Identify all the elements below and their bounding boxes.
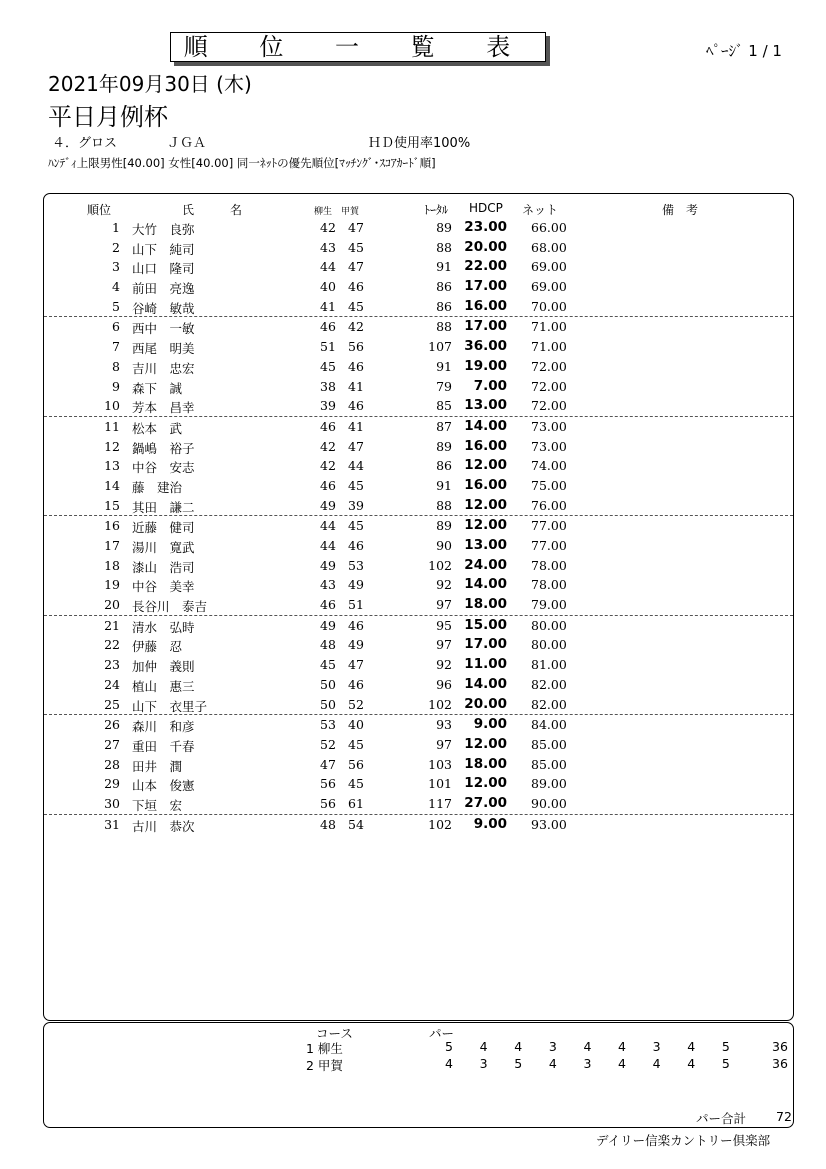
cell-course2-score: 40 bbox=[348, 717, 364, 733]
cell-hdcp: 12.00 bbox=[464, 496, 507, 513]
cell-total: 89 bbox=[436, 518, 452, 534]
cell-rank: 11 bbox=[104, 418, 120, 434]
cell-name: 古川 恭次 bbox=[132, 818, 195, 834]
cell-total: 96 bbox=[436, 676, 452, 692]
cell-hdcp: 9.00 bbox=[473, 716, 507, 733]
cell-course1-score: 47 bbox=[320, 756, 336, 772]
cell-net: 71.00 bbox=[531, 339, 567, 355]
course-summary bbox=[43, 1022, 794, 1128]
cell-rank: 24 bbox=[104, 676, 120, 692]
page-number: ﾍﾟｰｼﾞ 1 / 1 bbox=[706, 42, 782, 60]
table-row bbox=[44, 277, 793, 297]
cell-net: 80.00 bbox=[531, 617, 567, 633]
cell-name: 藤 建治 bbox=[132, 479, 183, 495]
cell-course2-score: 45 bbox=[348, 518, 364, 534]
par-total-value: 72 bbox=[776, 1109, 792, 1124]
hole-par: 4 bbox=[445, 1056, 453, 1071]
cell-name: 下垣 宏 bbox=[132, 797, 183, 813]
cell-course2-score: 53 bbox=[348, 557, 364, 573]
cell-name: 伊藤 忍 bbox=[132, 639, 183, 655]
cell-name: 植山 惠三 bbox=[132, 678, 195, 694]
cell-course2-score: 61 bbox=[348, 795, 364, 811]
cell-rank: 15 bbox=[104, 497, 120, 513]
col-header-rank: 順位 bbox=[87, 203, 112, 217]
cell-rank: 1 bbox=[112, 220, 120, 235]
cell-course2-score: 56 bbox=[348, 756, 364, 772]
cell-hdcp: 14.00 bbox=[464, 576, 507, 593]
table-row bbox=[44, 635, 793, 655]
cell-course1-score: 44 bbox=[320, 538, 336, 553]
cell-rank: 28 bbox=[104, 756, 120, 772]
cell-course2-score: 46 bbox=[348, 398, 364, 414]
table-row bbox=[44, 774, 793, 794]
cell-course1-score: 53 bbox=[320, 717, 336, 733]
table-row bbox=[44, 575, 793, 595]
cell-course2-score: 49 bbox=[348, 637, 364, 653]
cell-total: 88 bbox=[436, 319, 452, 335]
cell-net: 68.00 bbox=[531, 239, 567, 255]
cell-course1-score: 43 bbox=[320, 239, 336, 255]
cell-total: 91 bbox=[436, 477, 452, 493]
course-name: 2 甲賀 bbox=[306, 1058, 343, 1073]
event-name: 平日月例杯 bbox=[48, 103, 168, 131]
cell-hdcp: 14.00 bbox=[464, 417, 507, 434]
cell-hdcp: 16.00 bbox=[464, 437, 507, 454]
cell-net: 89.00 bbox=[531, 776, 567, 792]
cell-course1-score: 42 bbox=[320, 438, 336, 454]
cell-hdcp: 16.00 bbox=[464, 476, 507, 493]
cell-rank: 16 bbox=[104, 518, 120, 534]
table-row bbox=[44, 595, 793, 616]
cell-total: 97 bbox=[436, 736, 452, 752]
cell-rank: 6 bbox=[112, 319, 120, 335]
cell-rank: 18 bbox=[104, 557, 120, 573]
cell-hdcp: 12.00 bbox=[464, 457, 507, 474]
cell-course1-score: 45 bbox=[320, 657, 336, 673]
cell-name: 西尾 明美 bbox=[132, 341, 195, 357]
cell-net: 77.00 bbox=[531, 538, 567, 553]
cell-net: 72.00 bbox=[531, 358, 567, 374]
cell-total: 103 bbox=[428, 756, 452, 772]
cell-total: 86 bbox=[436, 279, 452, 295]
cell-total: 97 bbox=[436, 597, 452, 613]
cell-total: 79 bbox=[436, 378, 452, 394]
cell-total: 107 bbox=[428, 339, 452, 355]
cell-rank: 4 bbox=[112, 279, 120, 295]
table-row bbox=[44, 794, 793, 815]
table-row bbox=[44, 377, 793, 397]
course-name: 1 柳生 bbox=[306, 1041, 343, 1056]
cell-name: 鍋嶋 裕子 bbox=[132, 440, 195, 456]
cell-course1-score: 38 bbox=[320, 378, 336, 394]
cell-net: 72.00 bbox=[531, 398, 567, 414]
cell-net: 93.00 bbox=[531, 816, 567, 832]
cell-course1-score: 45 bbox=[320, 358, 336, 374]
col-header-hdcp: HDCP bbox=[469, 201, 503, 215]
cell-course2-score: 45 bbox=[348, 239, 364, 255]
hole-par: 4 bbox=[687, 1056, 696, 1071]
table-row bbox=[44, 317, 793, 337]
cell-course2-score: 44 bbox=[348, 458, 364, 474]
cell-rank: 25 bbox=[104, 696, 120, 712]
col-header-course2: 甲賀 bbox=[341, 207, 360, 217]
table-row bbox=[44, 536, 793, 556]
cell-name: 山下 純司 bbox=[132, 241, 195, 257]
cell-rank: 5 bbox=[112, 298, 120, 314]
cell-total: 117 bbox=[428, 795, 452, 811]
table-row bbox=[44, 238, 793, 258]
cell-rank: 27 bbox=[104, 736, 120, 752]
par-total-label: パー合計 bbox=[696, 1111, 747, 1126]
cell-total: 88 bbox=[436, 497, 452, 513]
table-row bbox=[44, 257, 793, 277]
hole-par: 4 bbox=[479, 1039, 488, 1054]
cell-total: 91 bbox=[436, 259, 452, 275]
cell-course1-score: 50 bbox=[320, 676, 336, 692]
cell-total: 102 bbox=[428, 696, 452, 712]
cell-name: 漆山 浩司 bbox=[132, 559, 195, 575]
cell-hdcp: 11.00 bbox=[464, 656, 507, 673]
cell-rank: 12 bbox=[104, 438, 120, 454]
cell-net: 69.00 bbox=[531, 279, 567, 295]
cell-name: 森川 和彦 bbox=[132, 719, 195, 735]
cell-net: 74.00 bbox=[531, 458, 567, 474]
cell-course1-score: 52 bbox=[320, 736, 336, 752]
cell-course2-score: 47 bbox=[348, 259, 364, 275]
cell-hdcp: 17.00 bbox=[464, 278, 507, 295]
cell-hdcp: 18.00 bbox=[464, 755, 507, 772]
cell-course1-score: 56 bbox=[320, 795, 336, 811]
cell-course2-score: 56 bbox=[348, 339, 364, 355]
cell-name: 湯川 寛武 bbox=[132, 540, 195, 555]
page-title: 順 位 一 覧 表 bbox=[170, 32, 546, 62]
cell-name: 西中 一敏 bbox=[132, 321, 195, 337]
hole-par: 5 bbox=[514, 1056, 523, 1071]
hole-par: 4 bbox=[583, 1039, 592, 1054]
cell-hdcp: 20.00 bbox=[464, 238, 507, 255]
table-row bbox=[44, 218, 793, 238]
hole-par: 5 bbox=[721, 1039, 730, 1054]
hd-rate-label: ＨＤ使用率100% bbox=[368, 136, 471, 151]
cell-name: 近藤 健司 bbox=[132, 520, 195, 536]
hole-par: 3 bbox=[652, 1039, 661, 1054]
cell-course2-score: 46 bbox=[348, 279, 364, 295]
cell-hdcp: 9.00 bbox=[473, 815, 507, 832]
hdcp-note: ﾊﾝﾃﾞｨ上限男性[40.00] 女性[40.00] 同一ﾈｯﾄの優先順位[ﾏｯﾁﾝｸﾞ･ｽｺｱｶｰﾄﾞ順] bbox=[48, 156, 436, 170]
hole-par: 4 bbox=[652, 1056, 661, 1071]
cell-course2-score: 39 bbox=[348, 497, 364, 513]
cell-net: 72.00 bbox=[531, 378, 567, 394]
cell-rank: 22 bbox=[104, 637, 120, 653]
cell-name: 森下 誠 bbox=[132, 380, 183, 396]
cell-course1-score: 40 bbox=[320, 279, 336, 295]
cell-course1-score: 42 bbox=[320, 458, 336, 474]
cell-rank: 29 bbox=[104, 776, 120, 792]
table-row bbox=[44, 556, 793, 576]
cell-rank: 13 bbox=[104, 458, 120, 474]
cell-course2-score: 51 bbox=[348, 597, 364, 613]
cell-course2-score: 42 bbox=[348, 319, 364, 335]
cell-hdcp: 17.00 bbox=[464, 636, 507, 653]
cell-course1-score: 42 bbox=[320, 220, 336, 235]
cell-course1-score: 46 bbox=[320, 418, 336, 434]
cell-name: 吉川 忠宏 bbox=[132, 360, 195, 376]
cell-course1-score: 44 bbox=[320, 259, 336, 275]
cell-total: 88 bbox=[436, 239, 452, 255]
table-row bbox=[44, 655, 793, 675]
col-header-course1: 柳生 bbox=[314, 207, 333, 217]
cell-hdcp: 20.00 bbox=[464, 695, 507, 712]
cell-rank: 17 bbox=[104, 538, 120, 553]
cell-net: 78.00 bbox=[531, 557, 567, 573]
course-par-total: 36 bbox=[772, 1039, 788, 1054]
table-row bbox=[44, 516, 793, 536]
cell-hdcp: 27.00 bbox=[464, 794, 507, 811]
cell-name: 中谷 安志 bbox=[132, 460, 195, 476]
cell-course2-score: 47 bbox=[348, 438, 364, 454]
cell-course1-score: 46 bbox=[320, 319, 336, 335]
cell-rank: 23 bbox=[104, 657, 120, 673]
results-rows bbox=[44, 218, 793, 834]
cell-total: 89 bbox=[436, 438, 452, 454]
par-header: パー bbox=[429, 1026, 455, 1041]
cell-course2-score: 45 bbox=[348, 298, 364, 314]
cell-total: 92 bbox=[436, 577, 452, 593]
cell-net: 85.00 bbox=[531, 756, 567, 772]
cell-name: 山本 俊憲 bbox=[132, 778, 195, 794]
cell-course1-score: 48 bbox=[320, 637, 336, 653]
cell-net: 75.00 bbox=[531, 477, 567, 493]
cell-rank: 2 bbox=[112, 239, 120, 255]
cell-name: 中谷 美幸 bbox=[132, 579, 195, 595]
hole-par: 4 bbox=[618, 1056, 626, 1071]
results-table bbox=[43, 193, 794, 1021]
cell-course2-score: 45 bbox=[348, 736, 364, 752]
cell-hdcp: 13.00 bbox=[464, 397, 507, 414]
hole-par: 3 bbox=[479, 1056, 488, 1071]
table-row bbox=[44, 357, 793, 377]
table-row bbox=[44, 616, 793, 636]
col-header-remarks: 備 考 bbox=[662, 203, 699, 217]
cell-total: 102 bbox=[428, 816, 452, 832]
cell-course1-score: 49 bbox=[320, 617, 336, 633]
cell-total: 92 bbox=[436, 657, 452, 673]
cell-course2-score: 52 bbox=[348, 696, 364, 712]
cell-hdcp: 18.00 bbox=[464, 596, 507, 613]
cell-hdcp: 16.00 bbox=[464, 297, 507, 314]
table-row bbox=[44, 297, 793, 318]
table-row bbox=[44, 815, 793, 835]
cell-name: 松本 武 bbox=[132, 420, 183, 436]
cell-hdcp: 13.00 bbox=[464, 537, 507, 553]
cell-name: 長谷川 泰吉 bbox=[132, 599, 208, 615]
col-header-net: ネット bbox=[522, 203, 559, 217]
hole-par: 4 bbox=[548, 1056, 557, 1071]
cell-total: 90 bbox=[436, 538, 452, 553]
hole-par: 5 bbox=[445, 1039, 453, 1054]
cell-hdcp: 19.00 bbox=[464, 357, 507, 374]
cell-rank: 19 bbox=[104, 577, 120, 593]
cell-net: 79.00 bbox=[531, 597, 567, 613]
cell-net: 71.00 bbox=[531, 319, 567, 335]
cell-course2-score: 54 bbox=[348, 816, 364, 832]
cell-rank: 9 bbox=[112, 378, 120, 394]
hole-par: 4 bbox=[618, 1039, 626, 1054]
cell-rank: 7 bbox=[112, 339, 120, 355]
cell-name: 山口 隆司 bbox=[132, 261, 195, 277]
cell-course1-score: 49 bbox=[320, 497, 336, 513]
cell-net: 85.00 bbox=[531, 736, 567, 752]
cell-total: 86 bbox=[436, 298, 452, 314]
cell-net: 70.00 bbox=[531, 298, 567, 314]
cell-hdcp: 12.00 bbox=[464, 775, 507, 792]
cell-net: 80.00 bbox=[531, 637, 567, 653]
cell-total: 102 bbox=[428, 557, 452, 573]
table-row bbox=[44, 715, 793, 735]
cell-hdcp: 14.00 bbox=[464, 675, 507, 692]
cell-rank: 8 bbox=[112, 358, 120, 374]
col-header-total: ﾄｰﾀﾙ bbox=[424, 203, 449, 217]
cell-course1-score: 48 bbox=[320, 816, 336, 832]
cell-course1-score: 56 bbox=[320, 776, 336, 792]
cell-net: 90.00 bbox=[531, 795, 567, 811]
cell-name: 重田 千春 bbox=[132, 738, 195, 754]
cell-net: 84.00 bbox=[531, 717, 567, 733]
hole-par: 3 bbox=[583, 1056, 592, 1071]
cell-total: 87 bbox=[436, 418, 452, 434]
cell-total: 85 bbox=[436, 398, 452, 414]
cell-hdcp: 23.00 bbox=[464, 219, 507, 235]
cell-hdcp: 15.00 bbox=[464, 616, 507, 633]
cell-name: 加仲 義則 bbox=[132, 659, 195, 675]
cell-name: 山下 衣里子 bbox=[132, 698, 208, 714]
cell-course1-score: 46 bbox=[320, 597, 336, 613]
cell-rank: 26 bbox=[104, 717, 120, 733]
col-header-name: 氏 名 bbox=[182, 203, 243, 217]
table-row bbox=[44, 695, 793, 716]
cell-rank: 31 bbox=[104, 816, 120, 832]
cell-rank: 3 bbox=[112, 259, 120, 275]
cell-hdcp: 12.00 bbox=[464, 735, 507, 752]
cell-name: 清水 弘時 bbox=[132, 619, 195, 635]
cell-net: 73.00 bbox=[531, 438, 567, 454]
cell-course1-score: 44 bbox=[320, 518, 336, 534]
cell-rank: 10 bbox=[104, 398, 120, 414]
cell-name: 芳本 昌幸 bbox=[132, 400, 195, 416]
table-row bbox=[44, 437, 793, 457]
cell-name: 前田 亮逸 bbox=[132, 281, 195, 297]
cell-hdcp: 7.00 bbox=[473, 377, 507, 394]
table-row bbox=[44, 417, 793, 437]
table-row bbox=[44, 675, 793, 695]
cell-hdcp: 24.00 bbox=[464, 556, 507, 573]
cell-course2-score: 46 bbox=[348, 538, 364, 553]
cell-course1-score: 51 bbox=[320, 339, 336, 355]
cell-net: 82.00 bbox=[531, 696, 567, 712]
cell-hdcp: 17.00 bbox=[464, 318, 507, 335]
cell-course2-score: 46 bbox=[348, 358, 364, 374]
cell-course2-score: 47 bbox=[348, 657, 364, 673]
event-date: 2021年09月30日 (木) bbox=[48, 72, 252, 96]
cell-hdcp: 36.00 bbox=[464, 338, 507, 355]
hole-par: 3 bbox=[548, 1039, 557, 1054]
hole-par: 4 bbox=[514, 1039, 523, 1054]
cell-net: 82.00 bbox=[531, 676, 567, 692]
cell-course2-score: 45 bbox=[348, 776, 364, 792]
cell-course2-score: 45 bbox=[348, 477, 364, 493]
cell-total: 93 bbox=[436, 717, 452, 733]
cell-rank: 14 bbox=[104, 477, 120, 493]
cell-net: 76.00 bbox=[531, 497, 567, 513]
cell-total: 97 bbox=[436, 637, 452, 653]
cell-name: 谷崎 敏哉 bbox=[132, 300, 195, 316]
hole-par: 4 bbox=[687, 1039, 696, 1054]
table-row bbox=[44, 476, 793, 496]
cell-course2-score: 46 bbox=[348, 676, 364, 692]
cell-rank: 21 bbox=[104, 617, 120, 633]
cell-course1-score: 50 bbox=[320, 696, 336, 712]
cell-total: 101 bbox=[428, 776, 452, 792]
cell-course1-score: 46 bbox=[320, 477, 336, 493]
cell-total: 95 bbox=[436, 617, 452, 633]
cell-hdcp: 22.00 bbox=[464, 258, 507, 275]
hole-par: 5 bbox=[721, 1056, 730, 1071]
table-row bbox=[44, 456, 793, 476]
table-row bbox=[44, 735, 793, 755]
cell-course2-score: 46 bbox=[348, 617, 364, 633]
cell-total: 86 bbox=[436, 458, 452, 474]
course-header: コース bbox=[316, 1026, 353, 1041]
cell-course2-score: 47 bbox=[348, 220, 364, 235]
cell-net: 69.00 bbox=[531, 259, 567, 275]
table-row bbox=[44, 496, 793, 517]
cell-course2-score: 49 bbox=[348, 577, 364, 593]
table-row bbox=[44, 755, 793, 775]
cell-net: 78.00 bbox=[531, 577, 567, 593]
table-row bbox=[44, 396, 793, 417]
cell-net: 66.00 bbox=[531, 220, 567, 235]
cell-total: 91 bbox=[436, 358, 452, 374]
cell-name: 大竹 良弥 bbox=[132, 222, 195, 237]
cell-course1-score: 43 bbox=[320, 577, 336, 593]
cell-net: 81.00 bbox=[531, 657, 567, 673]
cell-name: 其田 謙二 bbox=[132, 499, 195, 515]
cell-course1-score: 41 bbox=[320, 298, 336, 314]
cell-rank: 20 bbox=[104, 597, 120, 613]
table-row bbox=[44, 337, 793, 357]
cell-net: 73.00 bbox=[531, 418, 567, 434]
category-label: ４．グロス bbox=[52, 136, 118, 151]
club-name: デイリー信楽カントリー倶楽部 bbox=[596, 1133, 771, 1148]
rule-label: ＪＧＡ bbox=[167, 136, 207, 151]
cell-course1-score: 49 bbox=[320, 557, 336, 573]
info-row bbox=[52, 132, 752, 150]
cell-total: 89 bbox=[436, 220, 452, 235]
cell-rank: 30 bbox=[104, 795, 120, 811]
cell-net: 77.00 bbox=[531, 518, 567, 534]
cell-course2-score: 41 bbox=[348, 378, 364, 394]
cell-name: 田井 潤 bbox=[132, 758, 183, 774]
cell-course2-score: 41 bbox=[348, 418, 364, 434]
course-par-total: 36 bbox=[772, 1056, 788, 1071]
cell-hdcp: 12.00 bbox=[464, 517, 507, 534]
cell-course1-score: 39 bbox=[320, 398, 336, 414]
